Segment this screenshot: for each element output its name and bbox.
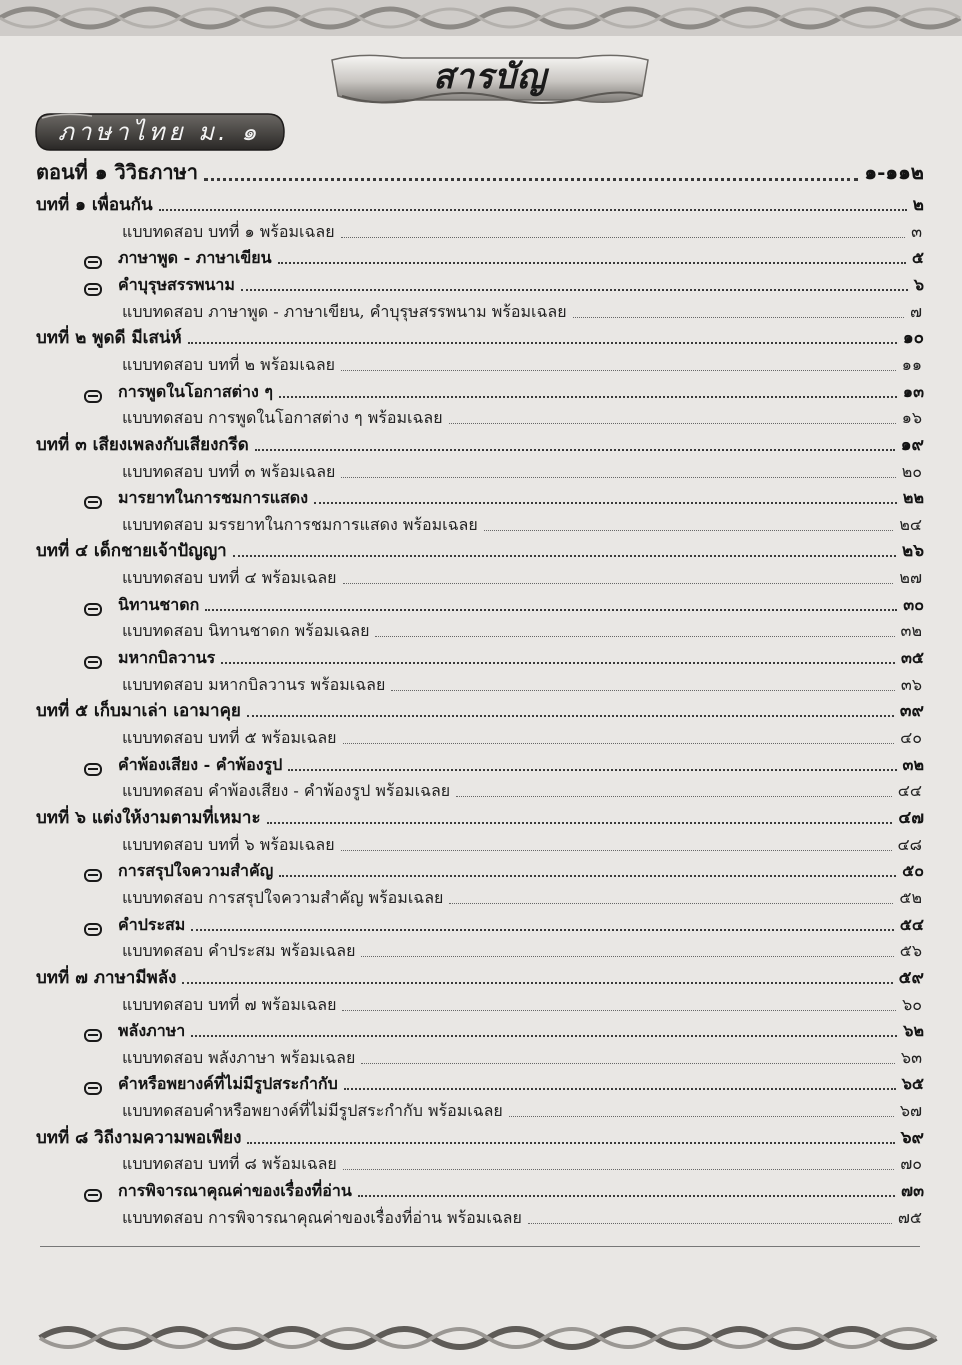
toc-entry-page: ๔๐ [900,728,922,747]
toc-entry-label: แบบทดสอบ บทที่ ๓ พร้อมเฉลย [122,461,336,481]
toc-entry-page: ๒๐ [901,461,922,481]
toc-test-row[interactable] [122,219,922,245]
dot-leader [361,956,893,957]
toc-entry-label: แบบทดสอบ บทที่ ๘ พร้อมเฉลย [122,1154,337,1174]
toc-entry-label: แบบทดสอบ บทที่ ๔ พร้อมเฉลย [122,568,337,588]
toc-entry-page: ๓๕ [900,648,924,668]
toc-entry-page: ๔๔ [897,781,922,801]
toc-entry-label: การพิจารณาคุณค่าของเรื่องที่อ่าน [118,1181,352,1201]
toc-entry-label: ภาษาพูด - ภาษาเขียน [118,248,272,268]
toc-entry-label: บทที่ ๑ เพื่อนกัน [36,195,153,215]
toc-entry-label: แบบทดสอบ นิทานชาดก พร้อมเฉลย [122,621,370,641]
toc-test-row[interactable] [122,832,922,858]
toc-entry-label: แบบทดสอบ การสรุปใจความสำคัญ พร้อมเฉลย [122,887,444,907]
dot-leader [247,1142,894,1144]
toc-topic-row[interactable] [84,245,924,271]
toc-entry-label: แบบทดสอบ บทที่ ๕ พร้อมเฉลย [122,728,337,747]
toc-topic-row[interactable] [84,645,924,671]
bullet-icon [84,923,102,936]
dot-leader [341,477,895,478]
toc-entry-page: ๖๓ [900,1047,922,1067]
dot-leader [341,370,896,371]
toc-entry-page: ๗๐ [900,1154,922,1174]
toc-topic-row[interactable] [84,912,924,938]
toc-topic-row[interactable] [84,1018,924,1044]
toc-topic-row[interactable] [84,592,924,618]
toc-chap-row[interactable] [36,325,924,351]
toc-entry-page: ๒๔ [899,514,922,534]
dot-leader [182,982,892,984]
dot-leader [205,609,897,611]
toc-entry-page: ๓๙ [899,701,924,722]
dot-leader [204,178,858,181]
toc-chap-row[interactable] [36,538,924,564]
toc-entry-label: แบบทดสอบ การพิจารณาคุณค่าของเรื่องที่อ่าน พร้อมเฉลย [122,1207,522,1227]
bullet-icon [84,1189,102,1202]
toc-test-row[interactable] [122,299,922,325]
toc-entry-label: นิทานชาดก [118,594,200,614]
dot-leader [191,929,893,931]
toc-test-row[interactable] [122,352,922,378]
toc-entry-page: ๓๒ [902,754,924,774]
toc-entry-label: แบบทดสอบ ภาษาพูด - ภาษาเขียน, คำบุรุษสรรพนาม พร้อมเฉลย [122,301,567,321]
dot-leader [314,502,897,504]
dot-leader [484,530,894,531]
toc-part-label: ตอนที่ ๑ วิวิธภาษา [36,160,198,184]
toc-entry-page: ๗๕ [897,1207,922,1227]
toc-topic-row[interactable] [84,272,924,298]
toc-entry-label: บทที่ ๘ วิถีงามความพอเพียง [36,1127,242,1148]
toc-topic-row[interactable] [84,379,924,405]
toc-entry-label: คำบุรุษสรรพนาม [118,274,235,294]
toc-test-row[interactable] [122,778,922,804]
dot-leader [279,875,896,877]
toc-test-row[interactable] [122,405,922,431]
dot-leader [509,1116,894,1117]
dot-leader [191,1035,897,1037]
dot-leader [233,555,896,557]
toc-topic-row[interactable] [84,752,924,778]
dot-leader [375,636,894,637]
toc-entry-page: ๓ [911,221,922,241]
toc-test-row[interactable] [122,459,922,485]
toc-entry-label: คำพ้องเสียง - คำพ้องรูป [118,754,283,774]
toc-entry-page: ๓๒ [900,621,922,641]
toc-entry-page: ๔๘ [897,834,922,854]
dot-leader [343,583,894,584]
dot-leader [528,1223,892,1224]
toc-entry-label: แบบทดสอบ พลังภาษา พร้อมเฉลย [122,1047,356,1067]
toc-test-row[interactable] [122,1098,922,1124]
toc-test-row[interactable] [122,725,922,751]
toc-entry-page: ๕๖ [899,941,922,961]
bullet-icon [84,1082,102,1095]
toc-entry-label: บทที่ ๔ เด็กชายเจ้าปัญญา [36,541,227,562]
toc-entry-label: บทที่ ๕ เก็บมาเล่า เอามาคุย [36,701,241,722]
dot-leader [358,1195,895,1197]
toc-entry-page: ๒๖ [902,541,924,562]
toc-entry-label: การสรุปใจความสำคัญ [118,861,274,881]
toc-entry-page: ๕๒ [899,887,922,907]
bullet-icon [84,763,102,776]
toc-entry-page: ๓๐ [903,594,924,614]
toc-entry-label: บทที่ ๓ เสียงเพลงกับเสียงกรีด [36,434,249,455]
top-wave-border [0,0,962,36]
toc-entry-page: ๗๓ [901,1181,924,1201]
toc-entry-page: ๑๙ [900,434,924,455]
toc-test-row[interactable] [122,885,922,911]
dot-leader [221,662,895,664]
toc-entry-page: ๑๐ [902,328,924,349]
toc-topic-row[interactable] [84,1071,924,1097]
toc-entry-label: บทที่ ๒ พูดดี มีเสน่ห์ [36,328,182,349]
bullet-icon [84,656,102,669]
bottom-rule [40,1246,920,1247]
dot-leader [343,743,895,744]
toc-test-row[interactable] [122,1205,922,1231]
toc-entry-page: ๕ [911,248,924,268]
dot-leader [449,423,896,424]
dot-leader [573,317,904,318]
toc-entry-label: คำประสม [118,914,186,934]
toc-test-row[interactable] [122,512,922,538]
toc-entry-page: ๑๖ [901,408,922,428]
toc-entry-page: ๗ [909,301,922,321]
toc-entry-page: ๖ [913,274,924,294]
toc-entry-label: คำหรือพยางค์ที่ไม่มีรูปสระกำกับ [118,1074,338,1094]
subject-label: ภาษาไทย ม. ๑ [58,117,261,146]
toc-entry-page: ๔๗ [898,807,924,828]
toc-topic-row[interactable] [84,858,924,884]
toc-entry-page: ๖๐ [902,994,922,1014]
toc-test-row[interactable] [122,1045,922,1071]
bullet-icon [84,256,102,269]
toc-entry-label: การพูดในโอกาสต่าง ๆ [118,381,273,401]
dot-leader [342,1010,896,1011]
toc-entry-label: แบบทดสอบ บทที่ ๑ พร้อมเฉลย [122,221,335,241]
bottom-wave-border [0,1318,962,1358]
dot-leader [255,449,895,451]
bullet-icon [84,390,102,403]
dot-leader [288,769,896,771]
toc-entry-label: มหากบิลวานร [118,648,216,668]
dot-leader [343,1169,894,1170]
toc-chap-row[interactable] [36,1125,924,1151]
toc-part-page: ๑-๑๑๒ [864,160,924,184]
toc-entry-page: ๖๕ [901,1074,924,1094]
toc-chap-row[interactable] [36,698,924,724]
toc-test-row[interactable] [122,618,922,644]
toc-test-row[interactable] [122,992,922,1018]
toc-entry-label: มารยาทในการชมการแสดง [118,488,308,508]
toc-entry-label: พลังภาษา [118,1021,186,1041]
toc-entry-label: แบบทดสอบ คำประสม พร้อมเฉลย [122,941,356,961]
dot-leader [188,342,897,344]
toc-entry-label: แบบทดสอบ บทที่ ๒ พร้อมเฉลย [122,354,335,374]
dot-leader [279,396,897,398]
dot-leader [449,903,893,904]
toc-test-row[interactable] [122,565,922,591]
toc-part-row[interactable] [36,158,924,188]
bullet-icon [84,603,102,616]
dot-leader [278,262,906,264]
toc-entry-page: ๑๓ [902,381,924,401]
dot-leader [456,796,892,797]
dot-leader [361,1063,895,1064]
toc-entry-page: ๖๒ [903,1021,924,1041]
toc-chap-row[interactable] [36,805,924,831]
toc-entry-page: ๕๙ [898,967,924,988]
toc-test-row[interactable] [122,1151,922,1177]
toc-entry-label: แบบทดสอบ มหากบิลวานร พร้อมเฉลย [122,674,386,694]
bullet-icon [84,869,102,882]
bullet-icon [84,1029,102,1042]
bullet-icon [84,496,102,509]
toc-entry-page: ๒๒ [902,488,924,508]
dot-leader [267,822,893,824]
dot-leader [241,289,908,291]
toc-entry-label: แบบทดสอบคำหรือพยางค์ที่ไม่มีรูปสระกำกับ พร้อมเฉลย [122,1101,503,1121]
toc-entry-label: แบบทดสอบ บทที่ ๖ พร้อมเฉลย [122,834,335,854]
dot-leader [247,715,894,717]
dot-leader [341,237,905,238]
dot-leader [344,1088,896,1090]
dot-leader [341,850,892,851]
toc-entry-page: ๕๔ [899,914,924,934]
toc-test-row[interactable] [122,938,922,964]
toc-entry-page: ๕๐ [902,861,924,881]
toc-topic-row[interactable] [84,1178,924,1204]
toc-entry-label: แบบทดสอบ คำพ้องเสียง - คำพ้องรูป พร้อมเฉลย [122,781,451,801]
toc-entry-label: แบบทดสอบ มรรยาทในการชมการแสดง พร้อมเฉลย [122,514,478,534]
page-title: สารบัญ [433,57,547,97]
dot-leader [159,209,907,211]
toc-entry-label: แบบทดสอบ บทที่ ๗ พร้อมเฉลย [122,994,337,1014]
toc-entry-page: ๒๗ [899,568,922,588]
dot-leader [391,690,895,691]
toc-test-row[interactable] [122,672,922,698]
toc-entry-page: ๖๙ [900,1127,924,1148]
toc-chap-row[interactable] [36,432,924,458]
toc-entry-page: ๒ [912,195,924,215]
toc-chap-row[interactable] [36,965,924,991]
toc-entry-page: ๑๑ [901,354,922,374]
toc-entry-page: ๖๗ [899,1101,922,1121]
toc-chap-row[interactable] [36,192,924,218]
toc-entry-page: ๓๖ [900,674,922,694]
toc-topic-row[interactable] [84,485,924,511]
toc-entry-label: แบบทดสอบ การพูดในโอกาสต่าง ๆ พร้อมเฉลย [122,408,443,428]
toc-entry-label: บทที่ ๖ แต่งให้งามตามที่เหมาะ [36,807,261,828]
bullet-icon [84,283,102,296]
toc-entry-label: บทที่ ๗ ภาษามีพลัง [36,967,177,988]
